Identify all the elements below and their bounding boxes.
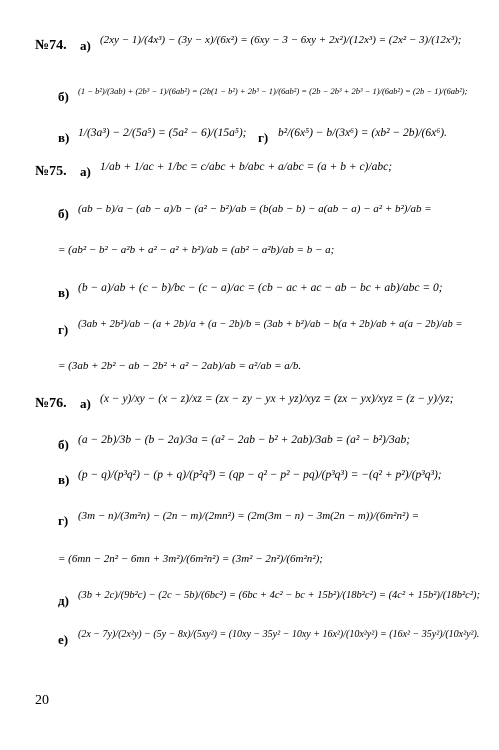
part-label: г)	[58, 513, 69, 528]
part-label: а)	[80, 38, 91, 53]
problem-number-75: №75.	[35, 164, 67, 179]
equation-75b-1: (ab − b)/a − (ab − a)/b − (a² − b²)/ab = (b(ab − b) − a(ab − a) − a² + b²)/ab =	[78, 203, 432, 215]
part-label: в)	[58, 472, 70, 487]
part-label: е)	[58, 632, 69, 647]
equation-75a: 1/ab + 1/ac + 1/bc = c/abc + b/abc + a/abc = (a + b + c)/abc;	[100, 161, 393, 173]
part-label: в)	[58, 130, 70, 145]
equation-76v: (p − q)/(p³q²) − (p + q)/(p²q³) = (qp − q² − p² − pq)/(p³q³) = −(q² + p²)/(p³q³);	[78, 469, 442, 481]
part-label: б)	[58, 437, 69, 452]
equation-76d: (3b + 2c)/(9b²c) − (2c − 5b)/(6bc²) = (6bc + 4c² − bc + 15b²)/(18b²c²) = (4c² + 15b²)/(18b²c²);	[78, 590, 480, 601]
part-label: а)	[80, 164, 91, 179]
equation-75b-2: = (ab² − b² − a²b + a² − a² + b²)/ab = (ab² − a²b)/ab = b − a;	[58, 244, 335, 256]
part-label: г)	[258, 130, 269, 145]
equation-75g-2: = (3ab + 2b² − ab − 2b² + a² − 2ab)/ab = a²/ab = a/b.	[58, 360, 302, 372]
part-label: а)	[80, 396, 91, 411]
equation-76g-1: (3m − n)/(3m²n) − (2n − m)/(2mn²) = (2m(3m − n) − 3m(2n − m))/(6m²n²) =	[78, 510, 420, 522]
equation-74v: 1/(3a³) − 2/(5a⁵) = (5a² − 6)/(15a⁵);	[78, 127, 247, 139]
part-label: б)	[58, 89, 69, 104]
problem-number-74: №74.	[35, 38, 67, 53]
equation-76e: (2x − 7y)/(2x²y) − (5y − 8x)/(5xy²) = (10xy − 35y² − 10xy + 16x²)/(10x²y²) = (16x² − 35y²)/(10x²y²).	[78, 629, 480, 640]
equation-76g-2: = (6mn − 2n² − 6mn + 3m²)/(6m²n²) = (3m² − 2n²)/(6m²n²);	[58, 553, 323, 565]
equation-74b: (1 − b²)/(3ab) + (2b³ − 1)/(6ab²) = (2b(1 − b²) + 2b³ − 1)/(6ab²) = (2b − 2b³ + 2b³ − 1)/(6ab²) = (2b − 1)/(6ab²);	[78, 86, 468, 96]
equation-75g-1: (3ab + 2b²)/ab − (a + 2b)/a + (a − 2b)/b = (3ab + b²)/ab − b(a + 2b)/ab + a(a − 2b)/ab =	[78, 319, 463, 330]
equation-76a: (x − y)/xy − (x − z)/xz = (zx − zy − yx + yz)/xyz = (zx − yx)/xyz = (z − y)/yz;	[100, 393, 454, 405]
problem-number-76: №76.	[35, 396, 67, 411]
equation-75v: (b − a)/ab + (c − b)/bc − (c − a)/ac = (cb − ac + ac − ab − bc + ab)/abc = 0;	[78, 282, 443, 294]
page-number: 20	[35, 693, 49, 708]
part-label: г)	[58, 322, 69, 337]
equation-74g: b²/(6x⁵) − b/(3x⁶) = (xb² − 2b)/(6x⁶).	[278, 127, 447, 139]
part-label: в)	[58, 285, 70, 300]
part-label: б)	[58, 206, 69, 221]
equation-74a: (2xy − 1)/(4x³) − (3y − x)/(6x²) = (6xy − 3 − 6xy + 2x²)/(12x³) = (2x² − 3)/(12x³);	[100, 34, 462, 46]
part-label: д)	[58, 593, 69, 608]
equation-76b: (a − 2b)/3b − (b − 2a)/3a = (a² − 2ab − b² + 2ab)/3ab = (a² − b²)/3ab;	[78, 434, 411, 446]
